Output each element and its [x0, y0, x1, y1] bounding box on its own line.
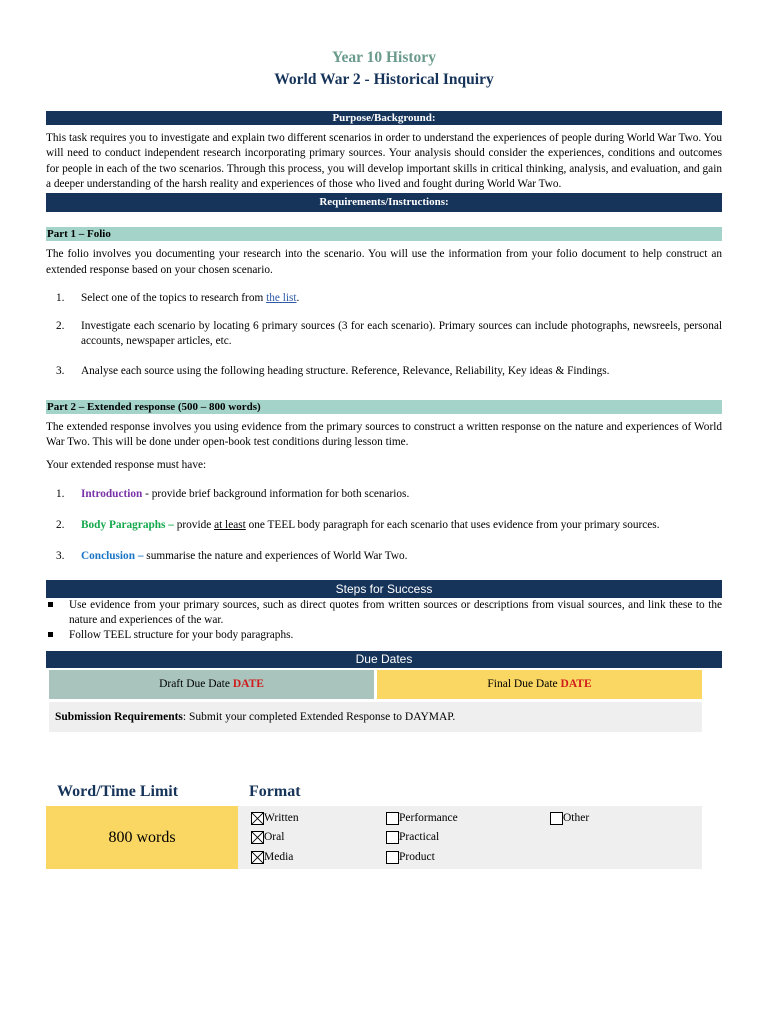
due-dates-row: [46, 670, 722, 699]
part1-steps: [46, 291, 722, 379]
word-limit-box: [46, 806, 238, 869]
format-option-other[interactable]: Other: [550, 811, 589, 825]
format-option-media[interactable]: Media: [251, 850, 293, 864]
submission-requirements: Submission Requirements: Submit your completed Extended Response to DAYMAP.: [49, 702, 702, 732]
document-body: [46, 111, 722, 732]
checkbox-icon[interactable]: [386, 851, 399, 864]
checked-checkbox-icon[interactable]: [251, 851, 264, 864]
part1-intro: The folio involves you documenting your research into the scenario. You will use the information from your folio document to help construct an extended response based on your chosen scenario.: [46, 248, 722, 276]
checkbox-icon[interactable]: [386, 831, 399, 844]
purpose-heading: Purpose/Background:: [46, 111, 722, 125]
due-dates-heading: Due Dates: [46, 651, 722, 668]
list-item: 1. Select one of the topics to research from the list.: [56, 292, 300, 305]
bullet-icon: [48, 602, 53, 607]
checked-checkbox-icon[interactable]: [251, 812, 264, 825]
word-time-limit-heading: Word/Time Limit: [57, 783, 179, 800]
format-option-oral[interactable]: Oral: [251, 830, 284, 844]
format-option-written[interactable]: Written: [251, 811, 299, 825]
final-due-date: Final Due Date DATE: [377, 670, 702, 699]
checkbox-icon[interactable]: [550, 812, 563, 825]
list-item: 3. Conclusion – summarise the nature and experiences of World War Two.: [56, 550, 408, 563]
subject-heading: Year 10 History: [332, 49, 436, 66]
word-limit-value: 800 words: [108, 829, 176, 846]
list-item: 2. Investigate each scenario by locating 6 primary sources (3 for each scenario). Primary sources can include photographs, newsreels, personal accounts, newspaper articles, etc.: [56, 319, 722, 347]
part2-must-have: Your extended response must have:: [46, 459, 207, 472]
list-item: 2. Body Paragraphs – provide at least one TEEL body paragraph for each scenario that uses evidence from your primary sources.: [56, 519, 660, 532]
format-option-practical[interactable]: Practical: [386, 830, 439, 844]
list-item: 3. Analyse each source using the following heading structure. Reference, Relevance, Reliability, Key ideas & Findings.: [56, 365, 610, 378]
checkbox-icon[interactable]: [386, 812, 399, 825]
draft-due-date: Draft Due Date DATE: [49, 670, 374, 699]
steps-for-success-heading: Steps for Success: [46, 580, 722, 598]
topic-list-link[interactable]: the list: [266, 292, 297, 305]
document-title: World War 2 - Historical Inquiry: [274, 71, 494, 88]
list-item: 1. Introduction - provide brief background information for both scenarios.: [56, 487, 410, 500]
part2-heading: Part 2 – Extended response (500 – 800 words): [46, 400, 722, 414]
purpose-text: This task requires you to investigate and explain two different scenarios in order to understand the experiences of people during World War Two. You will need to conduct independent research incorporating primary sources. Your analysis should consider the experiences, conditions and outcomes for people in each of the two scenarios. Through this process, you will develop important skills in critical thinking, analysis, and evaluation, and gain a deeper understanding of the harsh reality and experiences of those who lived and fought during World War Two.: [46, 132, 722, 191]
steps-for-success-list: [46, 598, 722, 644]
bullet-icon: [48, 632, 53, 637]
format-option-performance[interactable]: Performance: [386, 811, 458, 825]
format-options: [238, 806, 702, 869]
part2-intro: The extended response involves you using evidence from the primary sources to construct a written response on the nature and experiences of World War Two. This will be done under open-book test conditions during lesson time.: [46, 420, 722, 448]
part2-items: [46, 487, 722, 565]
list-item: Follow TEEL structure for your body paragraphs.: [46, 628, 722, 643]
part1-heading: Part 1 – Folio: [46, 227, 722, 241]
list-item: Use evidence from your primary sources, such as direct quotes from written sources or descriptions from visual sources, and link these to the nature and experiences of the war.: [46, 598, 722, 629]
requirements-heading: Requirements/Instructions:: [46, 193, 722, 212]
format-option-product[interactable]: Product: [386, 850, 435, 864]
checked-checkbox-icon[interactable]: [251, 831, 264, 844]
format-heading: Format: [249, 783, 301, 800]
